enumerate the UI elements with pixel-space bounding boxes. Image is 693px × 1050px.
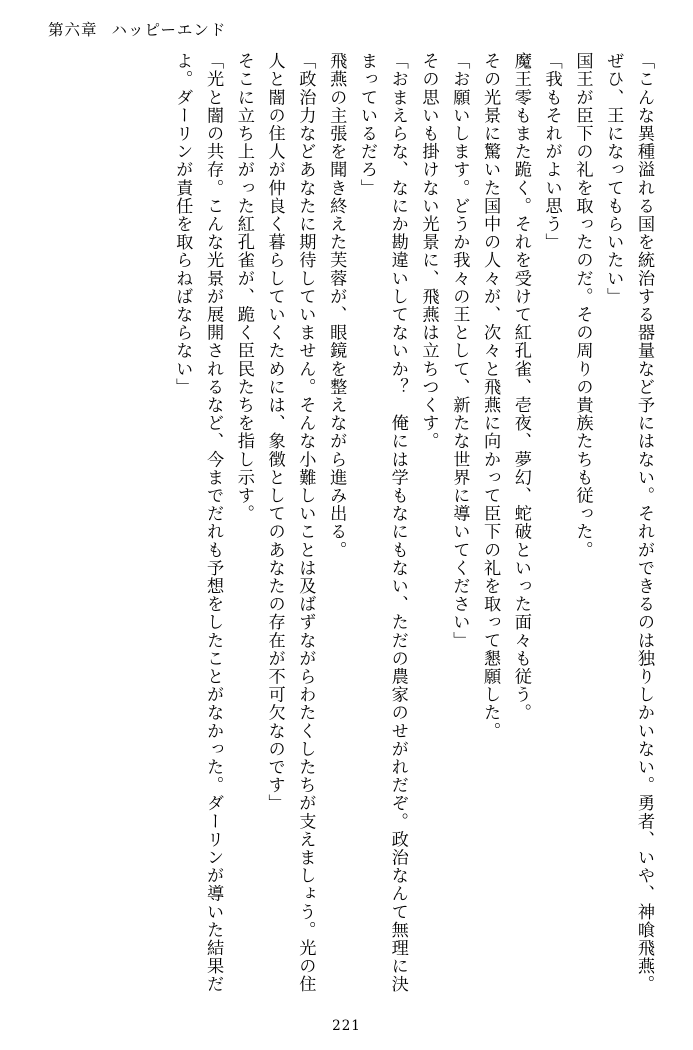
page-footer: [34, 1006, 659, 1034]
paragraph: 飛燕の主張を聞き終えた芙蓉が、眼鏡を整えながら進み出る。: [326, 52, 347, 559]
chapter-title: ハッピーエンド: [111, 21, 227, 39]
paragraph: 国王が臣下の礼を取ったのだ。その周りの貴族たちも従った。: [572, 52, 593, 559]
paragraph: そこに立ち上がった紅孔雀が、跪く臣民たちを指し示す。: [233, 52, 254, 523]
paragraph: 魔王零もまた跪く。それを受けて紅孔雀、壱夜、夢幻、蛇破といった面々も従う。: [510, 52, 531, 722]
paragraph: 「おまえらな、なにか勘違いしてないか？ 俺には学もなにもない、ただの農家のせがれだぞ。政治なんて無理に決まっているだろ」: [356, 52, 408, 994]
paragraph: 「政治力などあなたに期待していません。そんな小難しいことは及ばずながらわたくしたちが支えましょう。光の住人と闇の住人が仲良く暮らしていくためには、象徴としてのあなたの存在が不可欠なのです」: [264, 52, 316, 994]
paragraph: 「こんな異種溢れる国を統治する器量など予にはない。それができるのは独りしかいない。勇者、いや、神喰飛燕。ぜひ、王になってもらいたい」: [603, 52, 654, 994]
paragraph: 「我もそれがよい思う」: [541, 52, 562, 252]
page-header: [34, 18, 659, 52]
paragraph: その思いも掛けない光景に、飛燕は立ちつくす。: [418, 52, 439, 451]
paragraph: 「光と闇の共存。こんな光景が展開されるなど、今までだれも予想をしたことがなかった。ダーリンが導いた結果だよ。ダーリンが責任を取らねばならない」: [172, 52, 224, 994]
page-number: 221: [332, 1018, 361, 1034]
paragraph: 「お願いします。どうか我々の王として、新たな世界に導いてください」: [449, 52, 470, 650]
page-body: [34, 52, 659, 1006]
running-head: [48, 18, 226, 40]
paragraph: その光景に驚いた国中の人々が、次々と飛燕に向かって臣下の礼を取って懇願した。: [480, 52, 501, 740]
vertical-text-block: [34, 52, 659, 1006]
chapter-number: 第六章: [48, 21, 98, 39]
